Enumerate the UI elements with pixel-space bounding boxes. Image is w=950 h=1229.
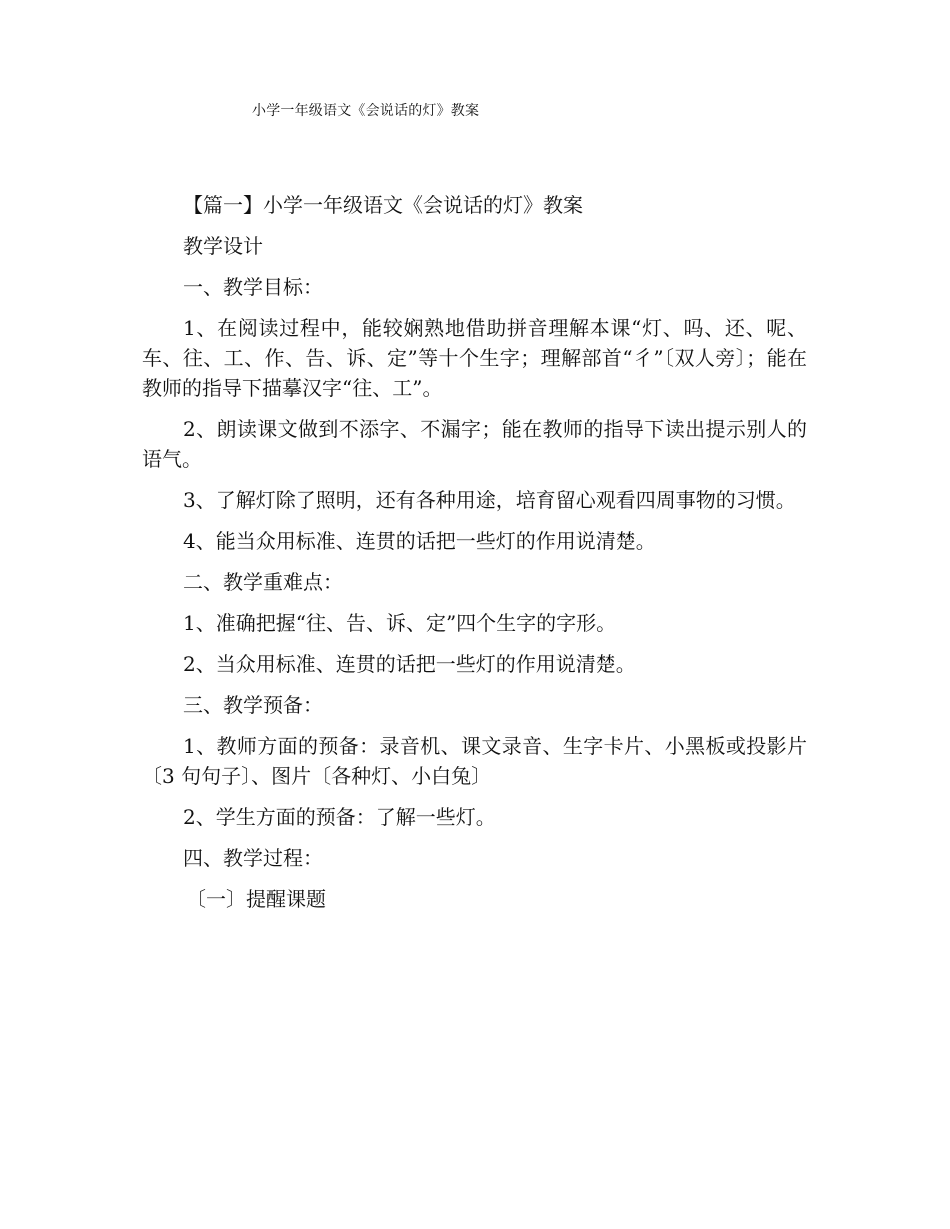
section-heading: 二、教学重难点： [183,570,343,594]
paragraph: 1、在阅读过程中，能较娴熟地借助拼音理解本课“灯、吗、还、呢、车、往、工、作、告、诉、定”等十个生字；理解部首“彳”〔双人旁〕；能在教师的指导下描摹汉字“往、工”。 [142,316,807,400]
paragraph: 2、朗读课文做到不添字、不漏字；能在教师的指导下读出提示别人的语气。 [142,417,807,471]
document-header-title: 小学一年级语文《会说话的灯》教案 [252,103,480,119]
subsection-heading: 〔一〕提醒课题 [186,887,326,911]
paragraph: 4、能当众用标准、连贯的话把一些灯的作用说清楚。 [183,529,656,553]
section-heading: 【篇一】小学一年级语文《会说话的灯》教案 [183,193,583,217]
paragraph: 1、教师方面的预备：录音机、课文录音、生字卡片、小黑板或投影片〔3 句句子〕、图片〔各种灯、小白兔〕 [142,734,807,788]
document-body [142,190,807,925]
paragraph: 2、当众用标准、连贯的话把一些灯的作用说清楚。 [183,652,636,676]
paragraph: 教学设计 [183,234,263,258]
paragraph: 3、了解灯除了照明，还有各种用途，培育留心观看四周事物的习惯。 [183,488,796,512]
paragraph: 1、准确把握“往、告、诉、定”四个生字的字形。 [183,611,617,635]
section-heading: 一、教学目标： [183,275,323,299]
paragraph: 2、学生方面的预备：了解一些灯。 [183,805,496,829]
section-heading: 四、教学过程： [183,846,323,870]
section-heading: 三、教学预备： [183,693,323,717]
